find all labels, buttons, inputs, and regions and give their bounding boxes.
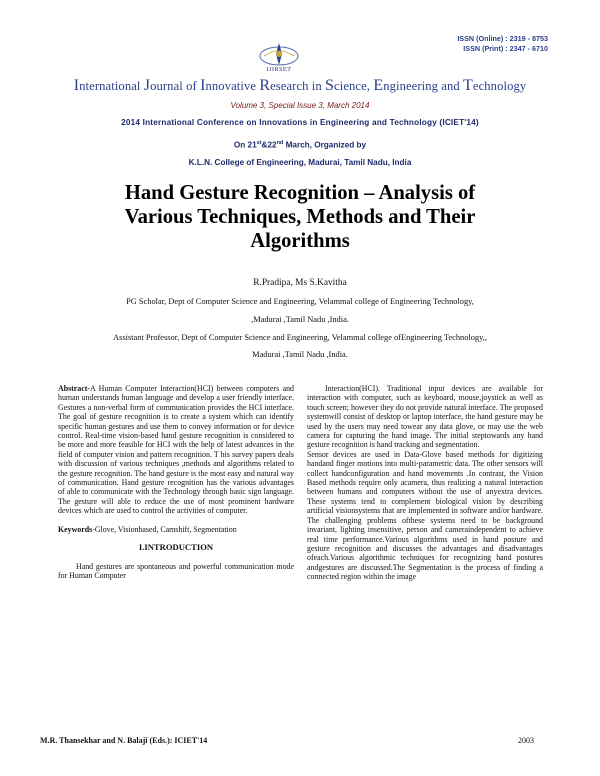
title-line: Various Techniques, Methods and Their bbox=[124, 206, 476, 228]
affiliation-line: ,Madurai ,Tamil Nadu ,India. bbox=[251, 315, 349, 324]
affiliation-line: PG Scholar, Dept of Computer Science and Engineering, Velammal college of Engineering Technology, bbox=[126, 297, 474, 306]
journal-name bbox=[0, 77, 600, 95]
dates-amp: &22 bbox=[261, 140, 277, 150]
organizer: K.L.N. College of Engineering, Madurai, Tamil Nadu, India bbox=[188, 158, 412, 167]
affiliation-line: Assistant Professor, Dept of Computer Science and Engineering, Velammal college ofEngineering Technology,, bbox=[113, 333, 487, 342]
dates-sup2: nd bbox=[276, 140, 284, 146]
journal-part: nnovative bbox=[205, 79, 260, 93]
journal-letter: E bbox=[373, 77, 384, 94]
footer-editors: M.R. Thansekhar and N. Balaji (Eds.): ICIET'14 bbox=[40, 736, 208, 745]
title-line: Algorithms bbox=[250, 230, 350, 252]
affiliation-line: Madurai ,Tamil Nadu ,India. bbox=[252, 350, 348, 359]
journal-letter: S bbox=[325, 77, 335, 94]
issn-online-value: 2319 - 8753 bbox=[509, 34, 548, 43]
journal-part: esearch in bbox=[270, 79, 326, 93]
journal-letter: J bbox=[143, 77, 151, 94]
journal-letter: T bbox=[463, 77, 473, 94]
abstract-text: A Human Computer Interaction(HCI) between computers and human understands human language and develop a user friendly interface. Gestures a non-verbal form of communication provides the HCI interface. The goal of gesture recognition is to create a system which can identify specific human gestures and use them to convey information or for device control. Real-time vision-based hand gesture recognition is considered to be more and more feasible for HCI with the help of latest advances in the field of computer vision and pattern recognition. T his survey papers deals with discussion of various techniques ,methods and algorithms related to the gesture recognition. The hand gesture is the most easy and natural way of communication. Hand gesture recognition has the various advantages of able to communicate with the Technology through basic sign language. The gesture will able to reduce the use of most prominent hardware devices which are used to control the activities of computer. bbox=[58, 384, 294, 516]
journal-letter: I bbox=[73, 77, 80, 94]
issn-online bbox=[457, 34, 548, 43]
left-column bbox=[58, 384, 294, 580]
introduction-text: Hand gestures are spontaneous and powerful communication mode for Human Computer bbox=[58, 561, 294, 580]
dates-rest: March, Organized by bbox=[283, 140, 367, 150]
journal-logo-icon bbox=[258, 40, 300, 68]
intro-paragraph-2: Sensor devices are used in Data-Glove based methods for digitizing handand finger motions into multi-parametric data. The other sensors will collect handconfiguration and hand movements .In contrast, the Vision Based methods require only acamera, thus realizing a natural interaction between humans and computers without the use of anyextra devices. These systems tend to complement biological vision by describing artificial visionsystems that are implemented in software and/or hardware. The challenging problems ofthese systems need to be background invariant, lighting insensitive, person and cameraindependent to achieve real time performance.Various algorithms used in hand posture and gesture recognition and discusses the advantages and disadvantages ofeach.Various algorithmic techniques for recognizing hand postures andgestures are discussed.The Segmentation is the process of finding a connected region within the image bbox=[307, 449, 543, 582]
keywords-label: Keywords bbox=[58, 524, 93, 534]
dates-sup1: st bbox=[256, 140, 262, 146]
issn-print bbox=[463, 44, 548, 53]
dates-on: On 21 bbox=[233, 140, 257, 150]
issn-print-label: ISSN (Print) : bbox=[463, 44, 508, 53]
keywords-text: -Glove, Visionbased, Camshift, Segmentation bbox=[92, 524, 237, 534]
paper-title bbox=[60, 181, 540, 253]
page-number: 2003 bbox=[518, 736, 534, 745]
logo-text: IJIRSET bbox=[266, 66, 292, 73]
journal-letter: I bbox=[200, 77, 206, 94]
issn-print-value: 2347 - 6710 bbox=[509, 44, 548, 53]
authors: R.Pradipa, Ms S.Kavitha bbox=[253, 278, 347, 288]
introduction-heading: I.INTRODUCTION bbox=[138, 542, 214, 553]
abstract bbox=[58, 384, 294, 516]
conference-name: 2014 International Conference on Innovations in Engineering and Technology (ICIET'14) bbox=[121, 118, 479, 127]
issn-online-label: ISSN (Online) : bbox=[457, 34, 508, 43]
right-column bbox=[307, 384, 543, 582]
journal-part: cience, bbox=[334, 79, 374, 93]
journal-part: nternational bbox=[79, 79, 144, 93]
keywords bbox=[58, 525, 294, 534]
journal-part: ournal of bbox=[150, 79, 201, 93]
volume-info: Volume 3, Special Issue 3, March 2014 bbox=[230, 101, 370, 110]
abstract-label: Abstract- bbox=[58, 384, 90, 393]
journal-part: echnology bbox=[472, 79, 527, 93]
journal-part: ngineering and bbox=[383, 79, 464, 93]
journal-letter: R bbox=[259, 77, 271, 94]
intro-paragraph-1: Interaction(HCI). Traditional input devices are available for interaction with computer, such as keyboard, mouse,joystick as well as touch screen; however they do not provide natural interface. The proposed systemwill consist of desktop or laptop interface, the hand gesture may be used by the users may need towear any data glove, or may use the web camera for capturing the hand image. The initial steptowards any hand gesture recognition is hand tracking and segmentation. bbox=[307, 384, 543, 450]
title-line: Hand Gesture Recognition – Analysis of bbox=[124, 182, 476, 204]
conference-dates bbox=[0, 140, 600, 150]
